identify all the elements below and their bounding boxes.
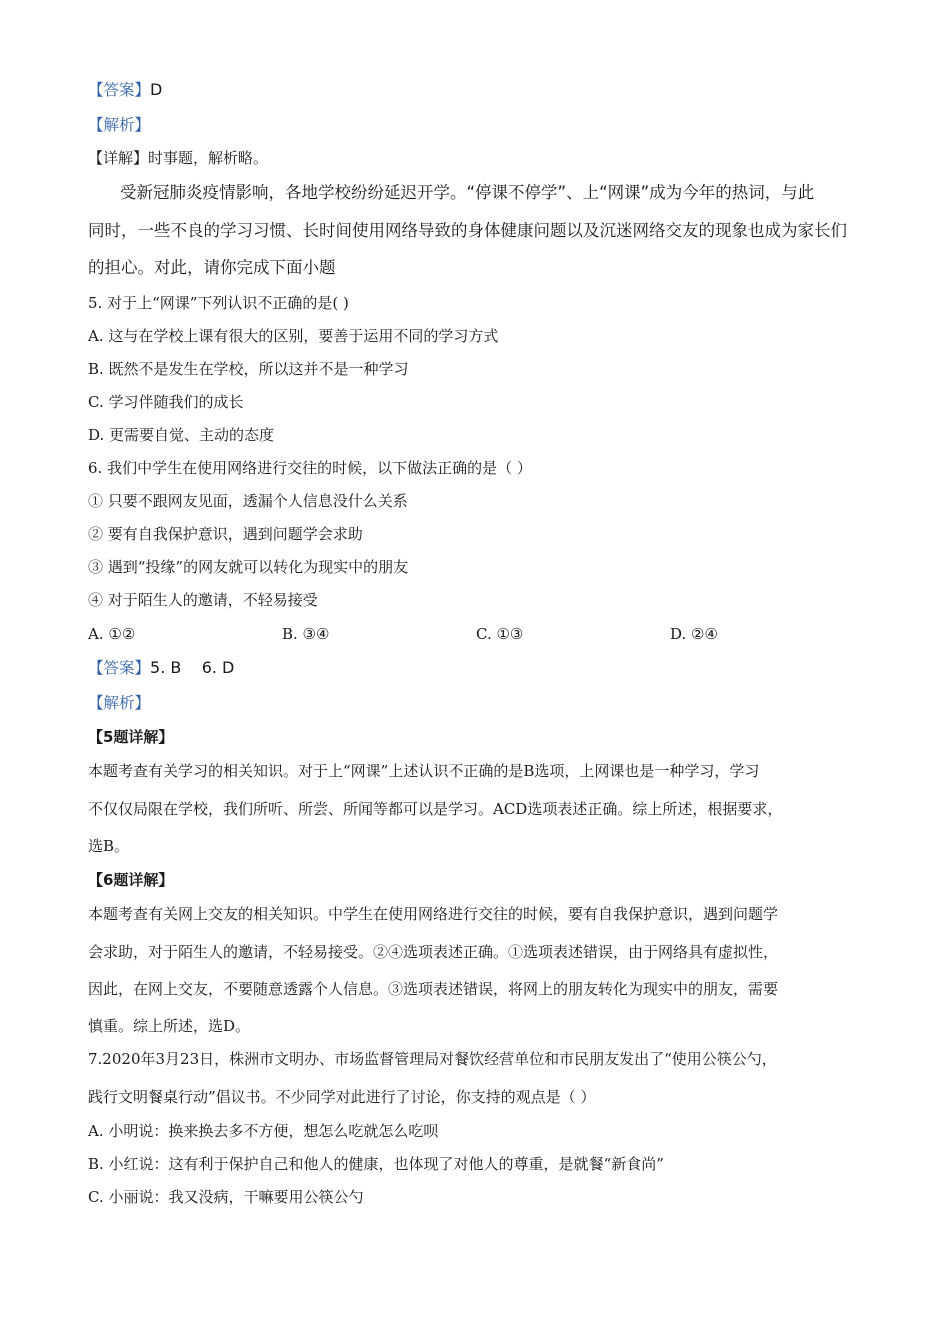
detail-line: 因此，在网上交友，不要随意透露个人信息。③选项表述错误，将网上的朋友转化为现实中的朋友，需要 — [88, 980, 779, 998]
question-stem-q6: 6. 我们中学生在使用网络进行交往的时候，以下做法正确的是（ ） — [88, 459, 532, 477]
answer-tag: 【答案】 — [88, 659, 151, 677]
statement-2: ② 要有自我保护意识，遇到问题学会求助 — [88, 525, 363, 543]
option-d: D. ②④ — [670, 625, 718, 643]
option-c: C. 小丽说：我又没病，干嘛要用公筷公勺 — [88, 1188, 364, 1206]
answer-line-q56 — [88, 658, 234, 678]
detail-tag-q5: 【5题详解】 — [88, 728, 174, 746]
statement-3: ③ 遇到“投缘”的网友就可以转化为现实中的朋友 — [88, 558, 409, 576]
option-c: C. ①③ — [476, 625, 524, 643]
analysis-tag: 【解析】 — [88, 116, 151, 134]
option-d: D. 更需要自觉、主动的态度 — [88, 426, 275, 444]
detail-line: 不仅仅局限在学校，我们所听、所尝、所闻等都可以是学习。ACD选项表述正确。综上所述，根据要求， — [88, 800, 783, 818]
question-stem-q7-cont: 践行文明餐桌行动”倡议书。不少同学对此进行了讨论，你支持的观点是（ ） — [88, 1088, 596, 1106]
detail-line: 选B。 — [88, 837, 130, 855]
analysis-tag: 【解析】 — [88, 694, 151, 712]
answer-line-q4 — [88, 80, 162, 100]
detail-line: 本题考查有关网上交友的相关知识。中学生在使用网络进行交往的时候，要有自我保护意识，遇到问题学 — [88, 905, 779, 923]
option-a: A. ①② — [88, 625, 136, 643]
option-a: A. 小明说：换来换去多不方便，想怎么吃就怎么吃呗 — [88, 1122, 439, 1140]
option-c: C. 学习伴随我们的成长 — [88, 393, 244, 411]
option-b: B. 既然不是发生在学校，所以这并不是一种学习 — [88, 360, 409, 378]
options-row-q6 — [88, 624, 848, 644]
detail-line: 本题考查有关学习的相关知识。对于上“网课”上述认识不正确的是B选项，上网课也是一种学习，学习 — [88, 762, 760, 780]
detail-tag: 【详解】 — [88, 149, 149, 167]
answer-tag: 【答案】 — [88, 81, 151, 99]
detail-tag-q6: 【6题详解】 — [88, 871, 174, 889]
statement-4: ④ 对于陌生人的邀请，不轻易接受 — [88, 591, 318, 609]
detail-line-q4 — [88, 148, 268, 168]
detail-text: 时事题，解析略。 — [148, 149, 269, 167]
question-stem-q5: 5. 对于上“网课”下列认识不正确的是( ) — [88, 294, 349, 312]
passage-line: 的担心。对此，请你完成下面小题 — [88, 258, 336, 277]
answer-value: 5. B 6. D — [150, 658, 235, 677]
detail-line: 慎重。综上所述，选D。 — [88, 1017, 251, 1035]
option-b: B. ③④ — [282, 625, 330, 643]
answer-value: D — [150, 80, 163, 99]
question-stem-q7: 7.2020年3月23日，株洲市文明办、市场监督管理局对餐饮经营单位和市民朋友发出了“使用公筷公勺， — [88, 1050, 777, 1068]
option-b: B. 小红说：这有利于保护自己和他人的健康，也体现了对他人的尊重，是就餐“新食尚” — [88, 1155, 664, 1173]
statement-1: ① 只要不跟网友见面，透漏个人信息没什么关系 — [88, 492, 408, 510]
option-a: A. 这与在学校上课有很大的区别，要善于运用不同的学习方式 — [88, 327, 499, 345]
passage-line: 同时，一些不良的学习习惯、长时间使用网络导致的身体健康问题以及沉迷网络交友的现象也成为家长们 — [88, 221, 847, 240]
detail-line: 会求助，对于陌生人的邀请，不轻易接受。②④选项表述正确。①选项表述错误，由于网络具有虚拟性， — [88, 943, 779, 961]
passage-line: 受新冠肺炎疫情影响，各地学校纷纷延迟开学。“停课不停学”、上“网课”成为今年的热词，与此 — [120, 183, 815, 202]
